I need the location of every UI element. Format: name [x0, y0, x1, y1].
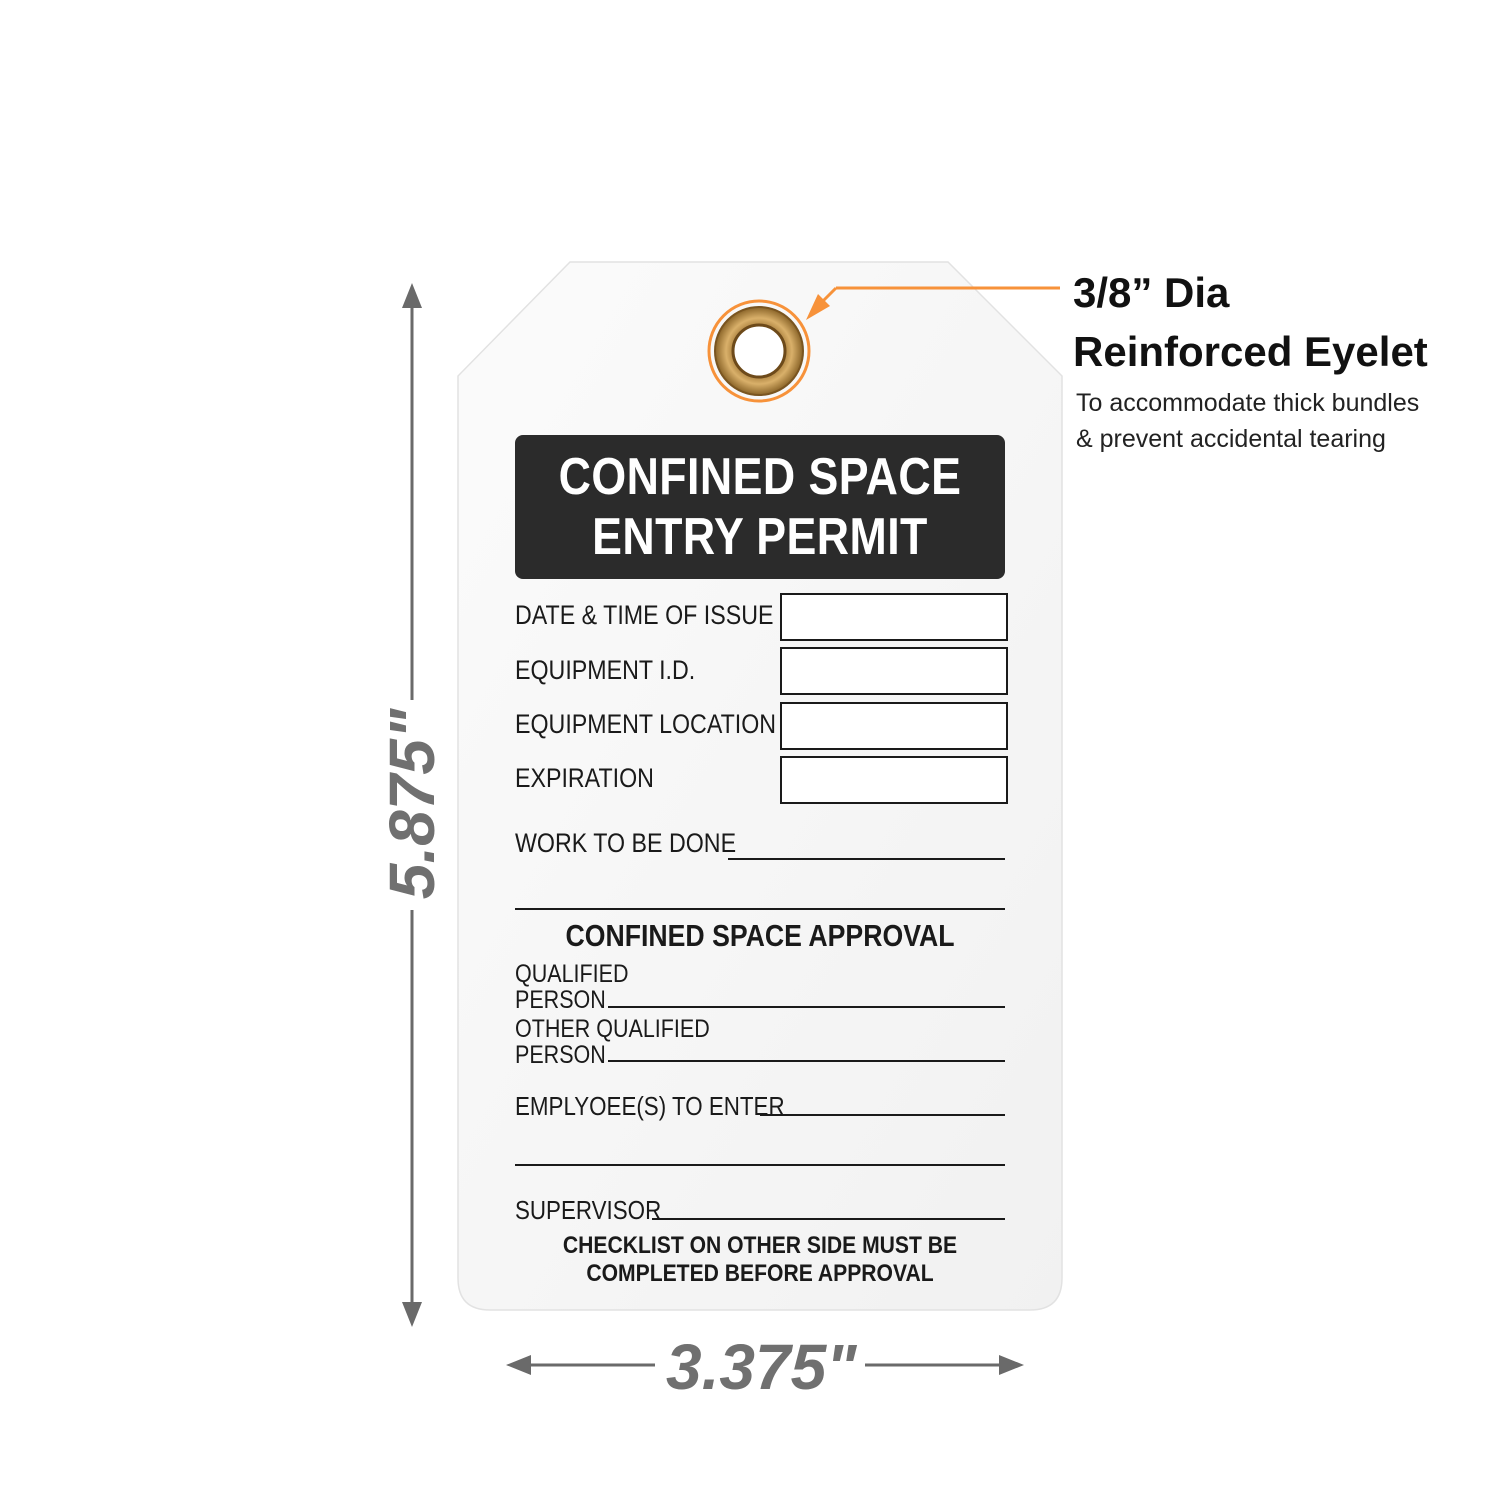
height-dimension-label: 5.875" [376, 708, 448, 900]
footer-note [544, 1232, 975, 1288]
equipment-location-label: EQUIPMENT LOCATION [515, 709, 777, 739]
permit-header [515, 435, 1005, 579]
supervisor-line[interactable] [652, 1218, 1005, 1220]
expiration-label: EXPIRATION [515, 763, 654, 793]
work-to-be-done-label: WORK TO BE DONE [515, 828, 737, 858]
other-qualified-label-line1: OTHER QUALIFIED [515, 1015, 710, 1043]
header-title-line1: CONFINED SPACE [558, 448, 962, 506]
date-time-label: DATE & TIME OF ISSUE [515, 600, 774, 630]
qualified-person-label-line2: PERSON [515, 986, 606, 1014]
equipment-id-label: EQUIPMENT I.D. [515, 655, 696, 685]
supervisor-label: SUPERVISOR [515, 1195, 662, 1225]
employees-label: EMPLYOEE(S) TO ENTER [515, 1091, 785, 1121]
qualified-person-line[interactable] [608, 1006, 1005, 1008]
callout-desc-line2: & prevent accidental tearing [1076, 425, 1386, 453]
date-time-field[interactable] [780, 593, 1008, 641]
other-qualified-line[interactable] [608, 1060, 1005, 1062]
eyelet-callout-title [1073, 263, 1428, 381]
work-line-2[interactable] [515, 908, 1005, 910]
expiration-field[interactable] [780, 756, 1008, 804]
work-line-1[interactable] [728, 858, 1005, 860]
callout-title-line1: 3/8” Dia [1073, 269, 1230, 316]
header-title-line2: ENTRY PERMIT [592, 508, 928, 566]
callout-desc-line1: To accommodate thick bundles [1076, 389, 1420, 417]
other-qualified-label-line2: PERSON [515, 1041, 606, 1069]
footer-note-line1: CHECKLIST ON OTHER SIDE MUST BE [562, 1232, 958, 1259]
callout-title-line2: Reinforced Eyelet [1073, 328, 1428, 375]
eyelet-callout-description [1076, 385, 1419, 457]
equipment-id-field[interactable] [780, 647, 1008, 695]
qualified-person-label-line1: QUALIFIED [515, 960, 629, 988]
width-dimension-label: 3.375" [666, 1331, 857, 1403]
employees-line-2[interactable] [515, 1164, 1005, 1166]
employees-line-1[interactable] [760, 1114, 1005, 1116]
equipment-location-field[interactable] [780, 702, 1008, 750]
footer-note-line2: COMPLETED BEFORE APPROVAL [586, 1260, 934, 1287]
approval-title: CONFINED SPACE APPROVAL [565, 918, 955, 953]
